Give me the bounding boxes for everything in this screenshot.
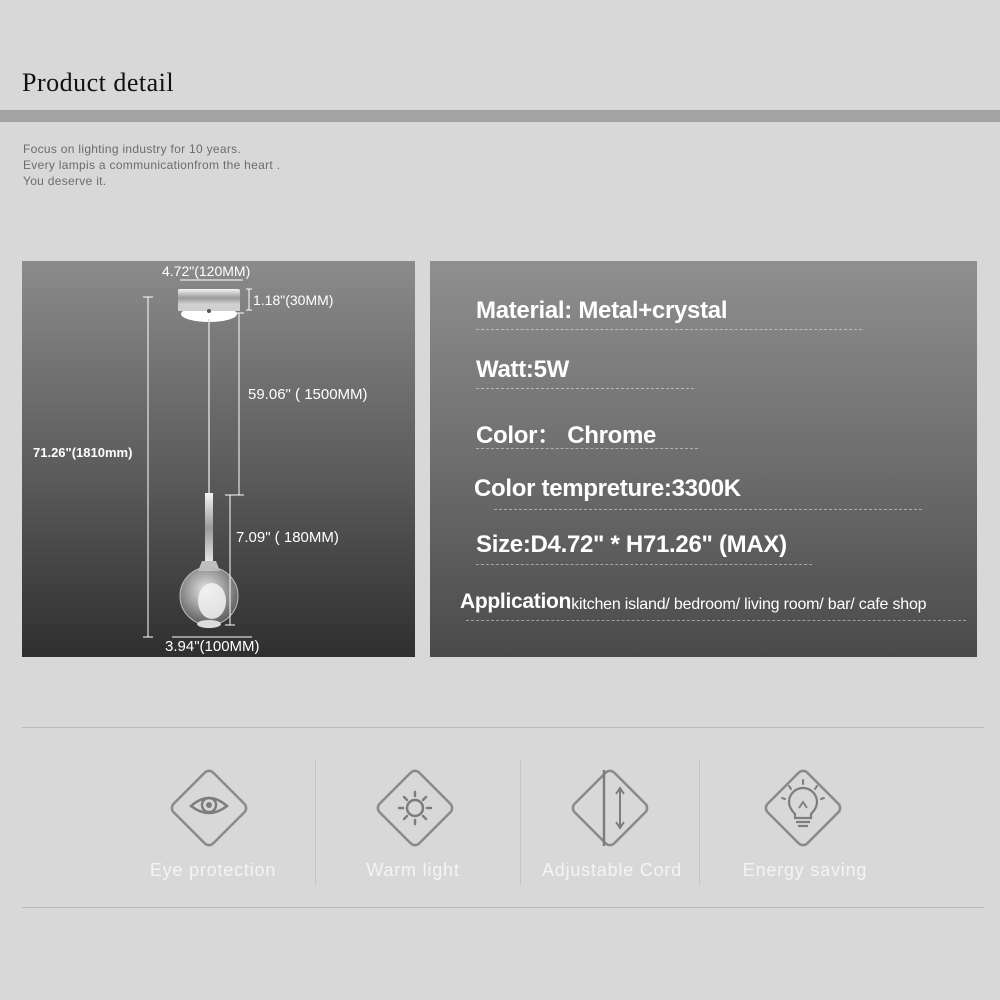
spec-divider [494, 509, 922, 510]
crystal-shade [180, 567, 238, 628]
spec-material: Material: Metal+crystal [476, 297, 728, 324]
total-height-label: 71.26"(1810mm) [33, 445, 133, 460]
spec-application-value: :kitchen island/ bedroom/ living room/ bar/ cafe shop [567, 596, 927, 613]
spec-divider [476, 564, 812, 565]
eye-icon [161, 760, 257, 856]
feature-label-eye-protection: Eye protection [149, 860, 277, 880]
cord-length-label: 59.06" ( 1500MM) [248, 386, 368, 403]
spec-watt: Watt:5W [476, 356, 569, 383]
feature-label-energy-saving: Energy saving [742, 860, 868, 880]
features-top-divider [22, 727, 984, 728]
canopy [178, 289, 240, 322]
lightbulb-icon [755, 760, 851, 856]
dimension-diagram-panel [22, 261, 415, 657]
canopy-height-label: 1.18"(30MM) [253, 292, 334, 308]
spec-divider [466, 620, 966, 621]
sun-icon [367, 760, 463, 856]
feature-label-warm-light: Warm light [366, 860, 460, 880]
title-divider-bar [0, 110, 1000, 122]
spec-color: Color： Chrome [476, 422, 657, 449]
adjustable-cord-icon [562, 760, 658, 856]
spec-divider [476, 448, 698, 449]
shade-height-label: 7.09" ( 180MM) [236, 529, 339, 546]
tagline-line-2: Every lampis a communicationfrom the heart . [23, 158, 281, 172]
tagline-line-3: You deserve it. [23, 174, 107, 188]
specification-panel [430, 261, 977, 657]
feature-label-adjustable-cord: Adjustable Cord [541, 860, 683, 880]
shade-width-label: 3.94"(100MM) [165, 638, 260, 655]
lamp-stem [205, 493, 213, 563]
spec-divider [476, 329, 862, 330]
spec-divider [476, 388, 694, 389]
page-title: Product detail [22, 68, 175, 97]
tagline-line-1: Focus on lighting industry for 10 years. [23, 142, 242, 156]
canopy-width-label: 4.72"(120MM) [162, 263, 251, 279]
spec-color-temperature: Color tempreture:3300K [474, 475, 741, 502]
spec-size: Size:D4.72" * H71.26" (MAX) [476, 531, 787, 558]
features-bottom-divider [22, 907, 984, 908]
feature-separator [315, 760, 316, 885]
spec-application-label: Application [460, 590, 572, 613]
